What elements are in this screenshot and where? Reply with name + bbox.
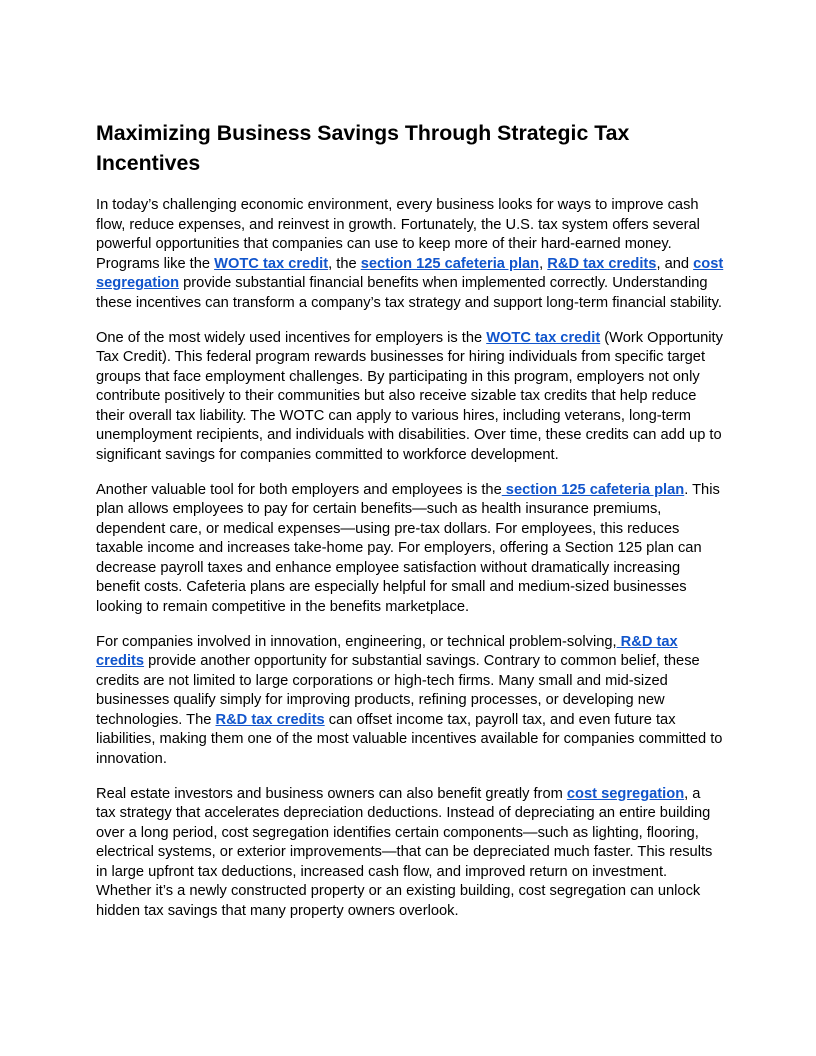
link-cost-segregation[interactable]: cost segregation xyxy=(566,785,685,802)
link-wotc-tax-credit[interactable]: WOTC tax credit xyxy=(214,255,329,272)
paragraph-text: , xyxy=(539,255,548,272)
paragraph-text: , a tax strategy that accelerates depreciation deductions. Instead of depreciating an entire building over a long period, cost segregation identifies certain components—such as lighting, flooring, electrical systems, or exterior improvements—that can be depreciated much faster. This results in large upfront tax deductions, increased cash flow, and improved return on investment. Whether it’s a newly constructed property or an existing building, cost segregation can unlock hidden tax savings that many property owners overlook. xyxy=(96,785,713,919)
paragraph-1 xyxy=(96,196,724,313)
paragraph-2 xyxy=(96,329,724,466)
paragraph-text: , the xyxy=(328,255,361,272)
paragraph-4 xyxy=(96,633,724,770)
paragraph-text: Real estate investors and business owners can also benefit greatly from xyxy=(96,785,567,802)
paragraph-text: Another valuable tool for both employers and employees is the xyxy=(96,481,502,498)
link-wotc-tax-credit[interactable]: WOTC tax credit xyxy=(486,329,601,346)
document-page xyxy=(96,118,724,937)
link-section-125-cafeteria-plan[interactable]: section 125 cafeteria plan xyxy=(360,255,540,272)
paragraph-text: , and xyxy=(656,255,694,272)
link-section-125-cafeteria-plan[interactable]: section 125 cafeteria plan xyxy=(501,481,685,498)
paragraph-3 xyxy=(96,481,724,618)
link-rd-tax-credits[interactable]: R&D tax credits xyxy=(547,255,657,272)
paragraph-text: provide substantial financial benefits when implemented correctly. Understanding these incentives can transform a company’s tax strategy and support long-term financial stability. xyxy=(96,275,722,311)
link-rd-tax-credits[interactable]: R&D tax credits xyxy=(96,633,678,669)
document-title: Maximizing Business Savings Through Strategic Tax Incentives xyxy=(96,121,630,175)
paragraph-5 xyxy=(96,785,724,922)
paragraph-text: One of the most widely used incentives for employers is the xyxy=(96,329,487,346)
paragraph-text: provide another opportunity for substantial savings. Contrary to common belief, these credits are not limited to large corporations or high-tech firms. Many small and mid-sized businesses qualify simply for improving products, refining processes, or developing new technologies. The xyxy=(96,653,700,728)
link-rd-tax-credits[interactable]: R&D tax credits xyxy=(215,711,325,728)
document-body xyxy=(96,196,724,921)
paragraph-text: (Work Opportunity Tax Credit). This federal program rewards businesses for hiring individuals from specific target groups that face employment challenges. By participating in this program, employers not only contribute positively to their communities but also receive sizable tax credits that help reduce their overall tax liability. The WOTC can apply to various hires, including veterans, long-term unemployment recipients, and individuals with disabilities. Over time, these credits can add up to significant savings for companies committed to workforce development. xyxy=(96,329,723,463)
paragraph-text: . This plan allows employees to pay for certain benefits—such as health insurance premiums, dependent care, or medical expenses—using pre-tax dollars. For employees, this reduces taxable income and increases take-home pay. For employers, offering a Section 125 plan can decrease payroll taxes and enhance employee satisfaction without dramatically increasing benefit costs. Cafeteria plans are especially helpful for small and medium-sized businesses looking to remain competitive in the benefits marketplace. xyxy=(96,481,720,615)
paragraph-text: can offset income tax, payroll tax, and even future tax liabilities, making them one of the most valuable incentives available for companies committed to innovation. xyxy=(96,711,723,767)
paragraph-text: In today’s challenging economic environment, every business looks for ways to improve cash flow, reduce expenses, and reinvest in growth. Fortunately, the U.S. tax system offers several powerful opportunities that companies can use to keep more of their hard-earned money. Programs like the xyxy=(96,197,700,272)
link-cost-segregation[interactable]: cost segregation xyxy=(96,255,724,291)
paragraph-text: For companies involved in innovation, engineering, or technical problem-solving, xyxy=(96,633,617,650)
